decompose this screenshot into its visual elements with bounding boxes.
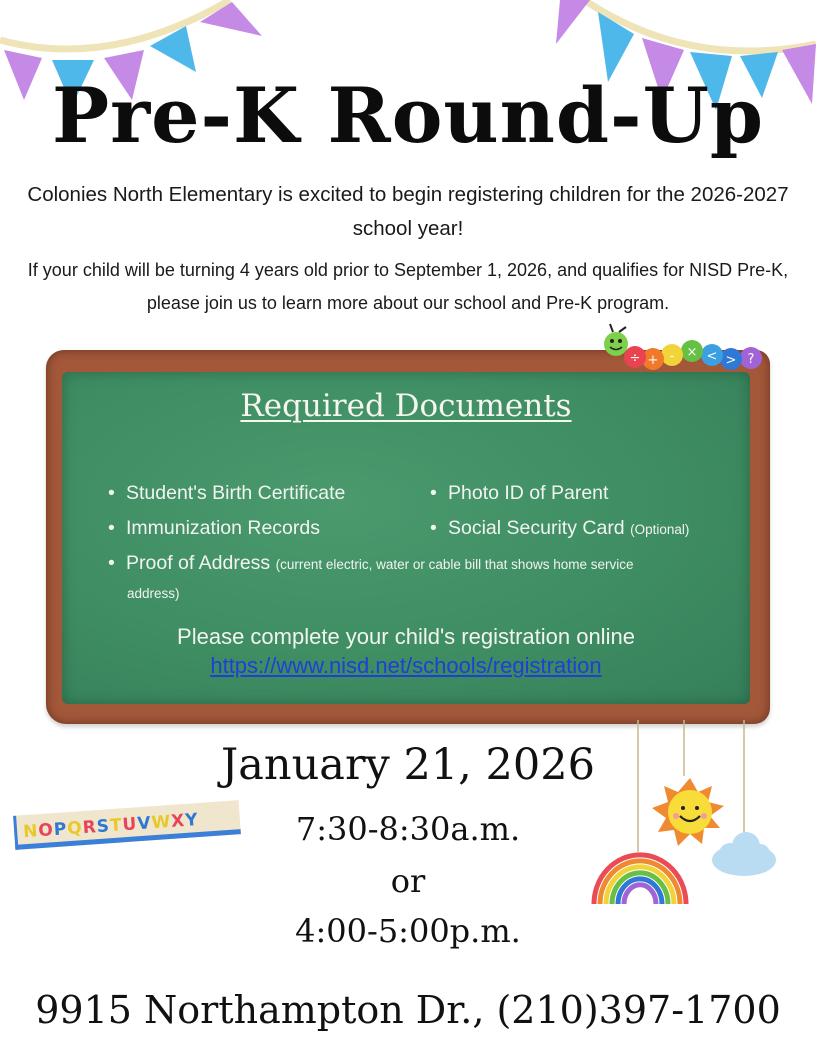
registration-link[interactable]: https://www.nisd.net/schools/registration: [210, 653, 602, 678]
document-item: [108, 482, 345, 505]
document-label: Social Security Card: [448, 517, 625, 539]
document-item: [108, 552, 633, 575]
event-time-afternoon: 4:00-5:00p.m.: [295, 912, 521, 950]
school-address-phone: 9915 Northampton Dr., (210)397-1700: [35, 988, 781, 1032]
document-label: Immunization Records: [126, 517, 320, 539]
svg-text:×: ×: [686, 345, 698, 360]
svg-text:-: -: [669, 349, 675, 364]
document-note: (Optional): [630, 522, 690, 537]
document-item: [108, 517, 320, 540]
document-note: (current electric, water or cable bill that shows home service: [275, 557, 634, 572]
document-item: [430, 517, 689, 540]
document-note-continued: address): [127, 586, 180, 601]
document-label: Proof of Address: [126, 552, 271, 574]
svg-text:<: <: [706, 349, 718, 364]
bullet-icon: •: [430, 482, 437, 504]
svg-text:÷: ÷: [629, 351, 641, 366]
intro-announcement: Colonies North Elementary is excited to begin registering children for the 2026-2027 school year!: [27, 183, 789, 240]
svg-text:?: ?: [747, 352, 755, 367]
required-documents-heading: Required Documents: [240, 388, 572, 424]
bullet-icon: •: [430, 517, 437, 539]
bullet-icon: •: [108, 517, 115, 539]
caterpillar-decoration: [596, 322, 766, 380]
event-date: January 21, 2026: [221, 740, 595, 790]
bullet-icon: •: [108, 482, 115, 504]
event-time-separator: or: [390, 862, 426, 900]
intro-eligibility: If your child will be turning 4 years old prior to September 1, 2026, and qualifies for NISD Pre-K, please join us to learn more about our school and Pre-K program.: [27, 260, 789, 313]
registration-instruction: Please complete your child's registration online: [177, 624, 635, 649]
document-item: [430, 482, 608, 505]
flyer-title: Pre-K Round-Up: [51, 71, 765, 160]
svg-text:+: +: [647, 353, 659, 368]
event-time-morning: 7:30-8:30a.m.: [295, 810, 521, 848]
bullet-icon: •: [108, 552, 115, 574]
document-label: Photo ID of Parent: [448, 482, 609, 504]
document-label: Student's Birth Certificate: [126, 482, 346, 504]
svg-text:>: >: [725, 353, 737, 368]
alphabet-strip-decoration: NOPQRSTUVWXY: [13, 800, 241, 850]
